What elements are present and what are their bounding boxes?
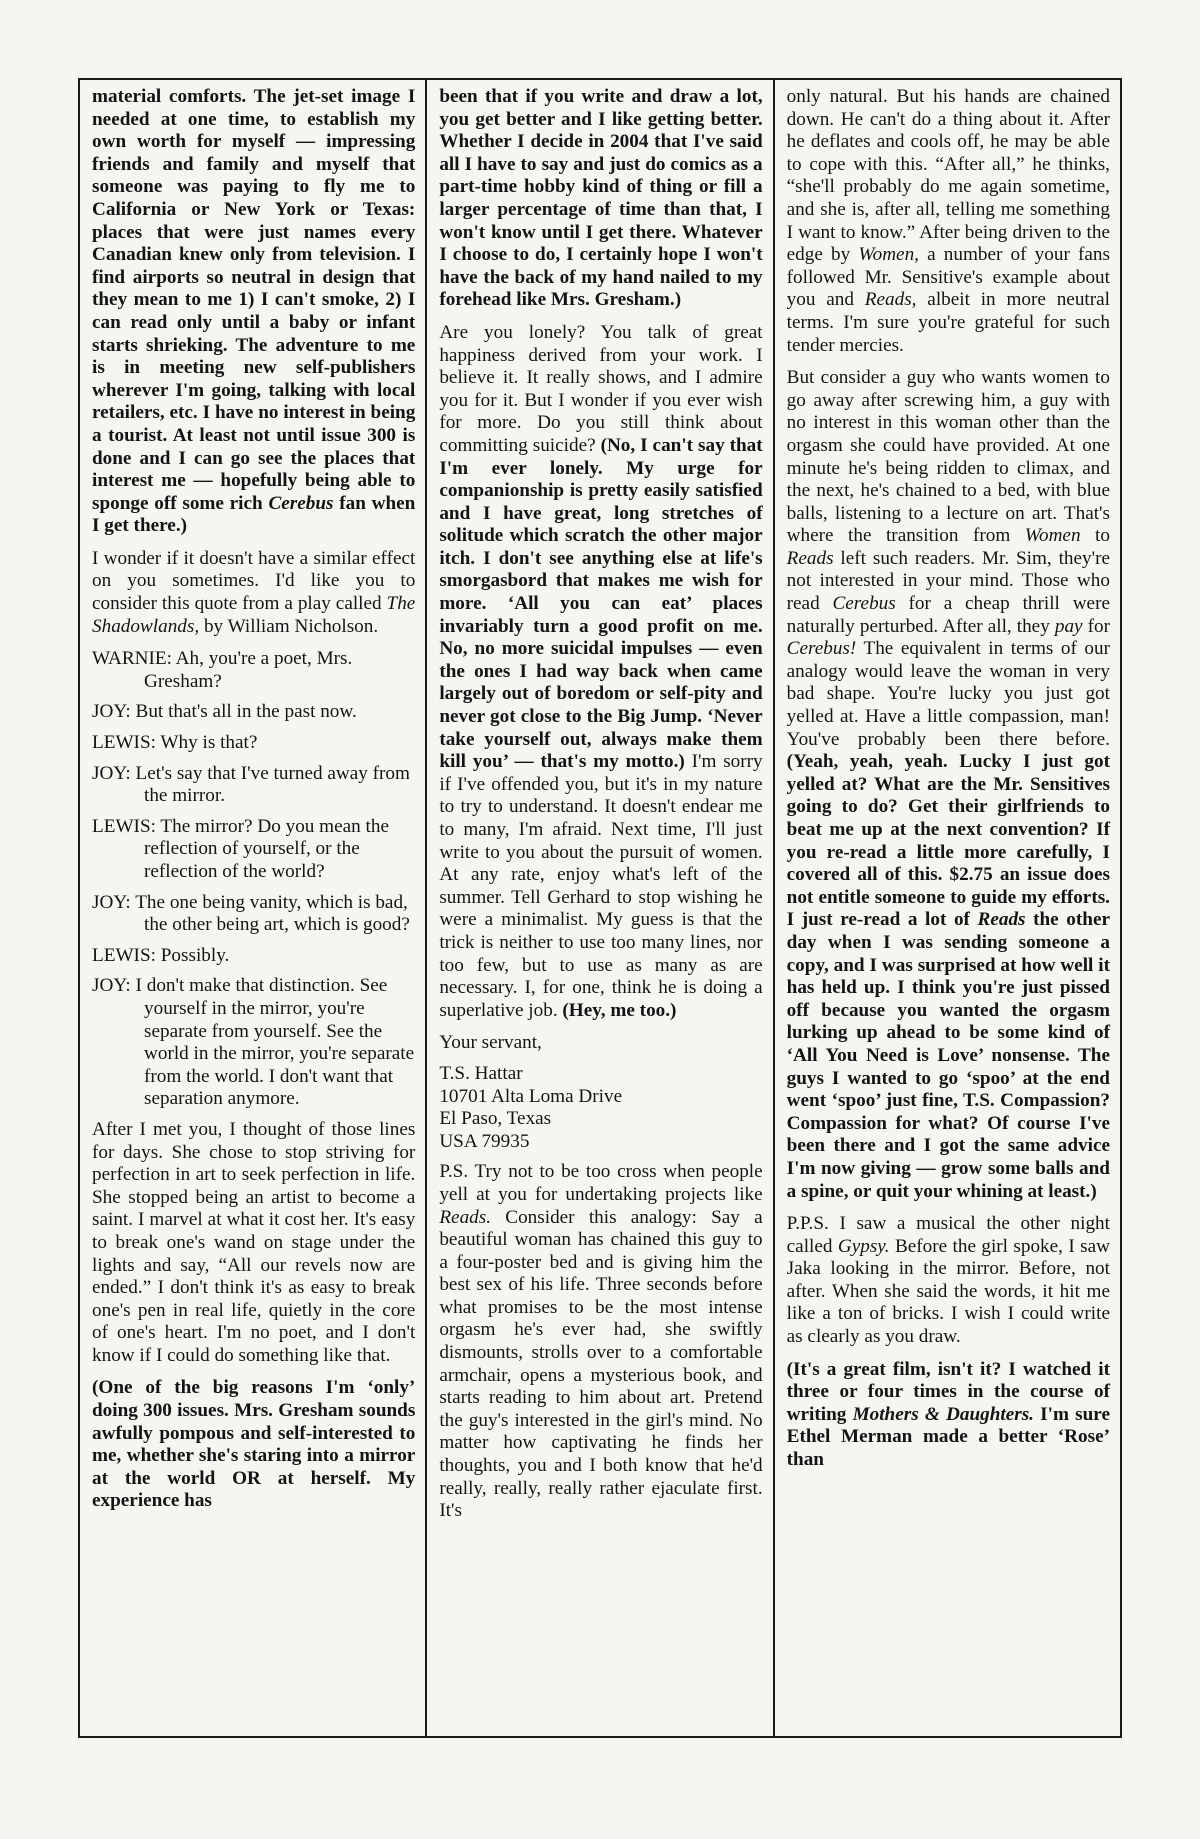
- letter-paragraph: But consider a guy who wants women to go away after screwing him, a guy with no interest in this woman other than the orgasm she could have provided. At one minute he's being ridden to climax, and the next, he's chained to a bed, with blue balls, listening to a lecture on art. That's where the transition from Women to Reads left such readers. Mr. Sim, they're not interested in your mind. Those who read Cerebus for a cheap thrill were naturally perturbed. After all, they pay for Cerebus! The equivalent in terms of our analogy would leave the woman in very bad shape. You're lucky you just got yelled at. Have a little compassion, man! You've probably been there before. (Yeah, yeah, yeah. Lucky I just got yelled at? What are the Mr. Sensitives going to do? Get their girlfriends to beat me up at the next convention? If you re-read a little more carefully, I covered all of this. $2.75 an issue does not entitle someone to guide my efforts. I just re-read a lot of Reads the other day when I was sending someone a copy, and I was surprised at how well it has held up. I think you're just pissed off because you wanted the orgasm lurking up ahead to be some kind of ‘All You Need is Love’ nonsense. The guys I wanted to go ‘spoo’ at the end went ‘spoo’ just fine, T.S. Compassion? Compassion for what? Of course I've been there and I got the same advice I'm now giving — grow some balls and a spine, or quit your whining at least.): [786, 367, 1110, 1202]
- address-line: T.S. Hattar: [439, 1062, 523, 1084]
- column-3: [773, 80, 1120, 1736]
- dialogue-line: LEWIS: Possibly.: [92, 944, 230, 966]
- reply-paragraph: (One of the big reasons I'm ‘only’ doing 300 issues. Mrs. Gresham sounds awfully pompous and self-interested to me, whether she's staring into a mirror at the world OR at herself. My experience has: [92, 1377, 416, 1512]
- address-line: El Paso, Texas: [439, 1108, 552, 1130]
- reply-paragraph: (It's a great film, isn't it? I watched it three or four times in the course of writing Mothers & Daughters. I'm sure Ethel Merman made a better ‘Rose’ than: [786, 1358, 1110, 1471]
- letter-paragraph: After I met you, I thought of those lines for days. She chose to stop striving for perfection in art to seek perfection in life. She stopped being an artist to become a saint. I marvel at what it cost her. It's easy to break one's wand on stage under the lights and say, “All our revels now are ended.” I don't think it's as easy to break one's pen in real life, quietly in the core of one's heart. I'm no poet, and I don't know if I could do something like that.: [92, 1118, 416, 1366]
- address-line: 10701 Alta Loma Drive: [439, 1085, 623, 1107]
- dialogue-line: JOY: But that's all in the past now.: [92, 701, 357, 723]
- letter-paragraph: Are you lonely? You talk of great happiness derived from your work. I believe it. It really shows, and I admire you for it. But I wonder if you ever wish for more. Do you still think about committing suicide? (No, I can't say that I'm ever lonely. My urge for companionship is pretty easily satisfied and I have great, long stretches of solitude which scratch the other major itch. I don't see anything else at life's smorgasbord that makes me wish for more. ‘All you can eat’ places invariably turn a good profit on me. No, no more suicidal impulses — even the ones I had way back when came largely out of boredom or self-pity and never got close to the Big Jump. ‘Never take yourself out, always make them kill you’ — that's my motto.) I'm sorry if I've offended you, but it's in my nature to try to understand. It doesn't endear me to many, I'm afraid. Next time, I'll just write to you about the pursuit of women. At any rate, enjoy what's left of the summer. Tell Gerhard to stop wishing he were a minimalist. My guess is that the trick is neither to use too many lines, nor too few, but to use as many as are necessary. I, for one, think he is doing a superlative job. (Hey, me too.): [439, 321, 763, 1021]
- address-block: [439, 1063, 762, 1153]
- dialogue-line: LEWIS: The mirror? Do you mean the reflection of yourself, or the reflection of the world?: [92, 815, 389, 882]
- dialogue-line: JOY: Let's say that I've turned away from the mirror.: [92, 762, 410, 807]
- reply-paragraph: material comforts. The jet-set image I needed at one time, to establish my own worth for myself — impressing friends and family and myself that someone was paying to fly me to California or New York or Texas: places that were just names every Canadian knew only from television. I find airports so neutral in design that they mean to me 1) I can't smoke, 2) I can read only until a baby or infant starts shrieking. The adventure to me is in meeting new self-publishers wherever I'm going, talking with local retailers, etc. I have no interest in being a tourist. At least not until issue 300 is done and I can go see the places that interest me — hopefully being able to sponge off some rich Cerebus fan when I get there.): [92, 86, 416, 537]
- reply-paragraph: been that if you write and draw a lot, you get better and I like getting better. Whether I decide in 2004 that I've said all I have to say and just do comics as a part-time hobby kind of thing or fill a larger percentage of time than that, I won't know until I get there. Whatever I choose to do, I certainly hope I won't have the back of my hand nailed to my forehead like Mrs. Gresham.): [439, 86, 763, 311]
- column-2: [425, 80, 772, 1736]
- letters-column-frame: [78, 78, 1122, 1738]
- dialogue-line: WARNIE: Ah, you're a poet, Mrs. Gresham?: [92, 648, 353, 692]
- letter-paragraph: only natural. But his hands are chained down. He can't do a thing about it. After he deflates and cools off, he may be able to cope with this. “After all,” he thinks, “she'll probably do me again sometime, and she is, after all, telling me something I want to know.” After being driven to the edge by Women, a number of your fans followed Mr. Sensitive's example about you and Reads, albeit in more neutral terms. I'm sure you're grateful for such tender mercies.: [786, 86, 1110, 356]
- column-1: [80, 80, 425, 1736]
- dialogue-line: JOY: The one being vanity, which is bad, the other being art, which is good?: [92, 891, 410, 936]
- postscript-paragraph: P.P.S. I saw a musical the other night called Gypsy. Before the girl spoke, I saw Jaka looking in the mirror. Before, not after. When she said the words, it hit me like a ton of bricks. I wish I could write as clearly as you draw.: [786, 1213, 1110, 1348]
- signoff: Your servant,: [439, 1032, 542, 1054]
- address-line: USA 79935: [439, 1130, 530, 1152]
- dialogue-line: LEWIS: Why is that?: [92, 732, 258, 754]
- postscript-paragraph: P.S. Try not to be too cross when people yell at you for undertaking projects like Reads. Consider this analogy: Say a beautiful woman has chained this guy to a four-poster bed and is giving him the best sex of his life. Three seconds before what promises to be the most intense orgasm he's ever had, she swiftly dismounts, strolls over to a comfortable armchair, opens a mysterious book, and starts reading to him about art. Pretend the guy's interested in the girl's mind. No matter how captivating he finds her thoughts, you and I both know that he'd really, really, really rather ejaculate first. It's: [439, 1161, 763, 1522]
- dialogue-line: JOY: I don't make that distinction. See yourself in the mirror, you're separate from yourself. See the world in the mirror, you're separate from the world. I don't want that separation anymore.: [92, 975, 415, 1110]
- letter-paragraph: I wonder if it doesn't have a similar effect on you sometimes. I'd like you to consider this quote from a play called The Shadowlands, by William Nicholson.: [92, 547, 416, 637]
